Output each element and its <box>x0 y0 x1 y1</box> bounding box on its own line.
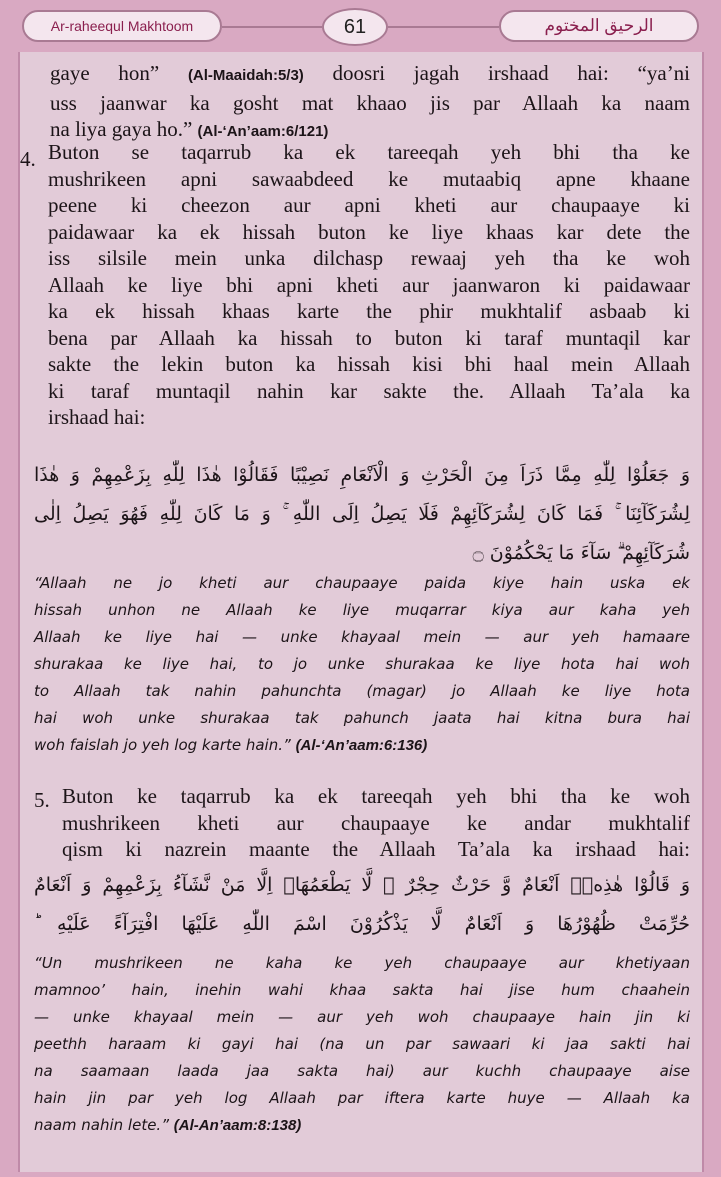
text-line <box>48 166 690 193</box>
text: woh faislah jo yeh log karte hain.” <box>34 736 291 754</box>
text: hissah unhon ne Allaah ke liye muqarrar kiya aur kaha yeh <box>34 601 690 619</box>
text: qism ki nazrein maante the Allaah Ta’ala ka irshaad hai: <box>62 837 690 861</box>
text: mushrikeen apni sawaabdeed ke mutaabiq apne khaane <box>48 166 690 191</box>
text: “Allaah ne jo kheti aur chaupaaye paida kiye hain uska ek <box>34 574 690 592</box>
text-line <box>34 950 690 977</box>
text: ka ek hissah khaas karte the phir mukhtalif asbaab ki <box>48 299 690 323</box>
book-title-arabic: الرحيق المختوم <box>499 10 699 42</box>
text: وَ قَالُوْا هٰذِهٖۤ اَنْعَامٌ وَّ حَرْثٌ حِجْرٌ ۖ لَّا يَطْعَمُهَاۤ اِلَّا مَنْ نَّشَآءُ بِزَعْمِهِمْ وَ اَنْعَامٌ <box>34 874 690 896</box>
text-line <box>34 1004 690 1031</box>
page-number: 61 <box>322 8 388 46</box>
text: mushrikeen kheti aur chaupaaye ke andar mukhtalif <box>62 810 690 835</box>
arabic-line <box>34 534 690 573</box>
list-number: 5. <box>34 788 50 812</box>
text: sakte the lekin buton ka hissah kisi bhi haal mein Allaah <box>48 352 690 376</box>
text: naam nahin lete.” <box>34 1116 169 1134</box>
text-line <box>34 651 690 678</box>
text: ki taraf muntaqil nahin kar sakte the. Allaah Ta’ala ka <box>48 378 690 403</box>
text: paidawaar ka ek hissah buton ke liye khaas kar dete the <box>48 219 690 244</box>
item-4-translation <box>34 570 690 759</box>
text: peene ki cheezon aur apni kheti aur chaupaaye ki <box>48 193 690 217</box>
text: Buton ke taqarrub ka ek tareeqah yeh bhi tha ke woh <box>62 784 690 808</box>
text-line <box>62 836 690 863</box>
text: shurakaa ke liye hai, to jo unke shurakaa ke liye hota hai woh <box>34 655 690 673</box>
text: bena par Allaah ka hissah to buton ki taraf muntaqil kar <box>48 325 690 350</box>
text: na liya gaya ho.” <box>50 117 193 141</box>
text-line <box>48 139 690 166</box>
text-line <box>34 977 690 1004</box>
text-line <box>50 60 690 90</box>
arabic-line <box>34 866 690 905</box>
reference: (Al-‘An’aam:6/121) <box>197 123 329 140</box>
text: شُرَكَآئِهِمْ ۗ سَآءَ مَا يَحْكُمُوْنَ ۝ <box>472 542 690 564</box>
text: gaye hon” <box>50 61 160 85</box>
text: — unke khayaal mein — aur yeh woh chaupaaye hain jin ki <box>34 1008 690 1026</box>
text-line <box>62 783 690 810</box>
text-line <box>48 404 690 431</box>
text: irshaad hai: <box>48 405 146 429</box>
text: mamnoo’ hain, inehin wahi khaa sakta hai jise hum chaahein <box>34 981 690 999</box>
text-line <box>48 192 690 219</box>
text-line <box>48 378 690 405</box>
reference: (Al-Maaidah:5/3) <box>187 67 304 84</box>
text: na saamaan laada jaa sakta hai) aur kuchh chaupaaye aise <box>34 1062 690 1080</box>
text: iss silsile mein unka dilchasp rewaaj yeh tha ke woh <box>48 246 690 270</box>
item-5-paragraph <box>62 783 690 863</box>
text-line <box>48 298 690 325</box>
text-line <box>48 351 690 378</box>
text: doosri jagah irshaad hai: “ya’ni <box>332 61 691 85</box>
text-line <box>34 597 690 624</box>
item-4-paragraph <box>48 139 690 431</box>
text-line <box>48 245 690 272</box>
text: لِشُرَكَآئِنَا ۚ فَمَا كَانَ لِشُرَكَآئِهِمْ فَلَا يَصِلُ اِلَى اللّٰهِ ۚ وَ مَا كَانَ لِلّٰهِ فَهُوَ يَصِلُ اِلٰى <box>34 503 690 525</box>
text-line <box>34 705 690 732</box>
text-line <box>48 325 690 352</box>
text-line <box>34 1112 690 1139</box>
text: وَ جَعَلُوْا لِلّٰهِ مِمَّا ذَرَاَ مِنَ الْحَرْثِ وَ الْاَنْعَامِ نَصِيْبًا فَقَالُوْا هٰذَا لِلّٰهِ بِزَعْمِهِمْ وَ هٰذَا <box>34 464 690 486</box>
text: Allaah ke liye bhi apni kheti aur jaanwaron ki paidawaar <box>48 272 690 297</box>
text-line <box>48 219 690 246</box>
item-4-arabic <box>34 456 690 573</box>
item-5-arabic <box>34 866 690 944</box>
text-line <box>34 1085 690 1112</box>
text-line <box>34 1031 690 1058</box>
text-line <box>34 1058 690 1085</box>
arabic-line <box>34 495 690 534</box>
text: Allaah ke liye hai — unke khayaal mein — aur yeh hamaare <box>34 628 690 646</box>
reference: (Al-An’aam:8:138) <box>173 1117 302 1134</box>
text-line <box>62 810 690 837</box>
text-line <box>34 624 690 651</box>
reference: (Al-‘An’aam:6:136) <box>295 737 428 754</box>
text-line <box>34 678 690 705</box>
list-number: 4. <box>20 147 36 171</box>
header-divider <box>222 26 322 28</box>
text: to Allaah tak nahin pahunchta (magar) jo Allaah ke liye hota <box>34 682 690 700</box>
text: حُرِّمَتْ ظُهُوْرُهَا وَ اَنْعَامٌ لَّا يَذْكُرُوْنَ اسْمَ اللّٰهِ عَلَيْهَا افْتِرَآءً عَلَيْهِ ؕ <box>34 913 690 935</box>
text-line <box>48 272 690 299</box>
book-title: Ar-raheequl Makhtoom <box>22 10 222 42</box>
text-line <box>34 732 690 759</box>
text-line: uss jaanwar ka gosht mat khaao jis par Allaah ka naam <box>50 90 690 115</box>
text-line <box>34 570 690 597</box>
arabic-line <box>34 456 690 495</box>
header-divider <box>388 26 499 28</box>
text: “Un mushrikeen ne kaha ke yeh chaupaaye aur khetiyaan <box>34 954 690 972</box>
item-5-translation <box>34 950 690 1139</box>
text: Buton se taqarrub ka ek tareeqah yeh bhi tha ke <box>48 140 690 164</box>
arabic-line <box>34 905 690 944</box>
text: hai woh unke shurakaa tak pahunch jaata hai kitna bura hai <box>34 709 690 727</box>
text: peethh haraam ki gayi hai (na un par sawaari ki jaa sakti hai <box>34 1035 690 1053</box>
intro-paragraph <box>50 60 690 146</box>
text: hain jin par yeh log Allaah par iftera karte huye — Allaah ka <box>34 1089 690 1107</box>
